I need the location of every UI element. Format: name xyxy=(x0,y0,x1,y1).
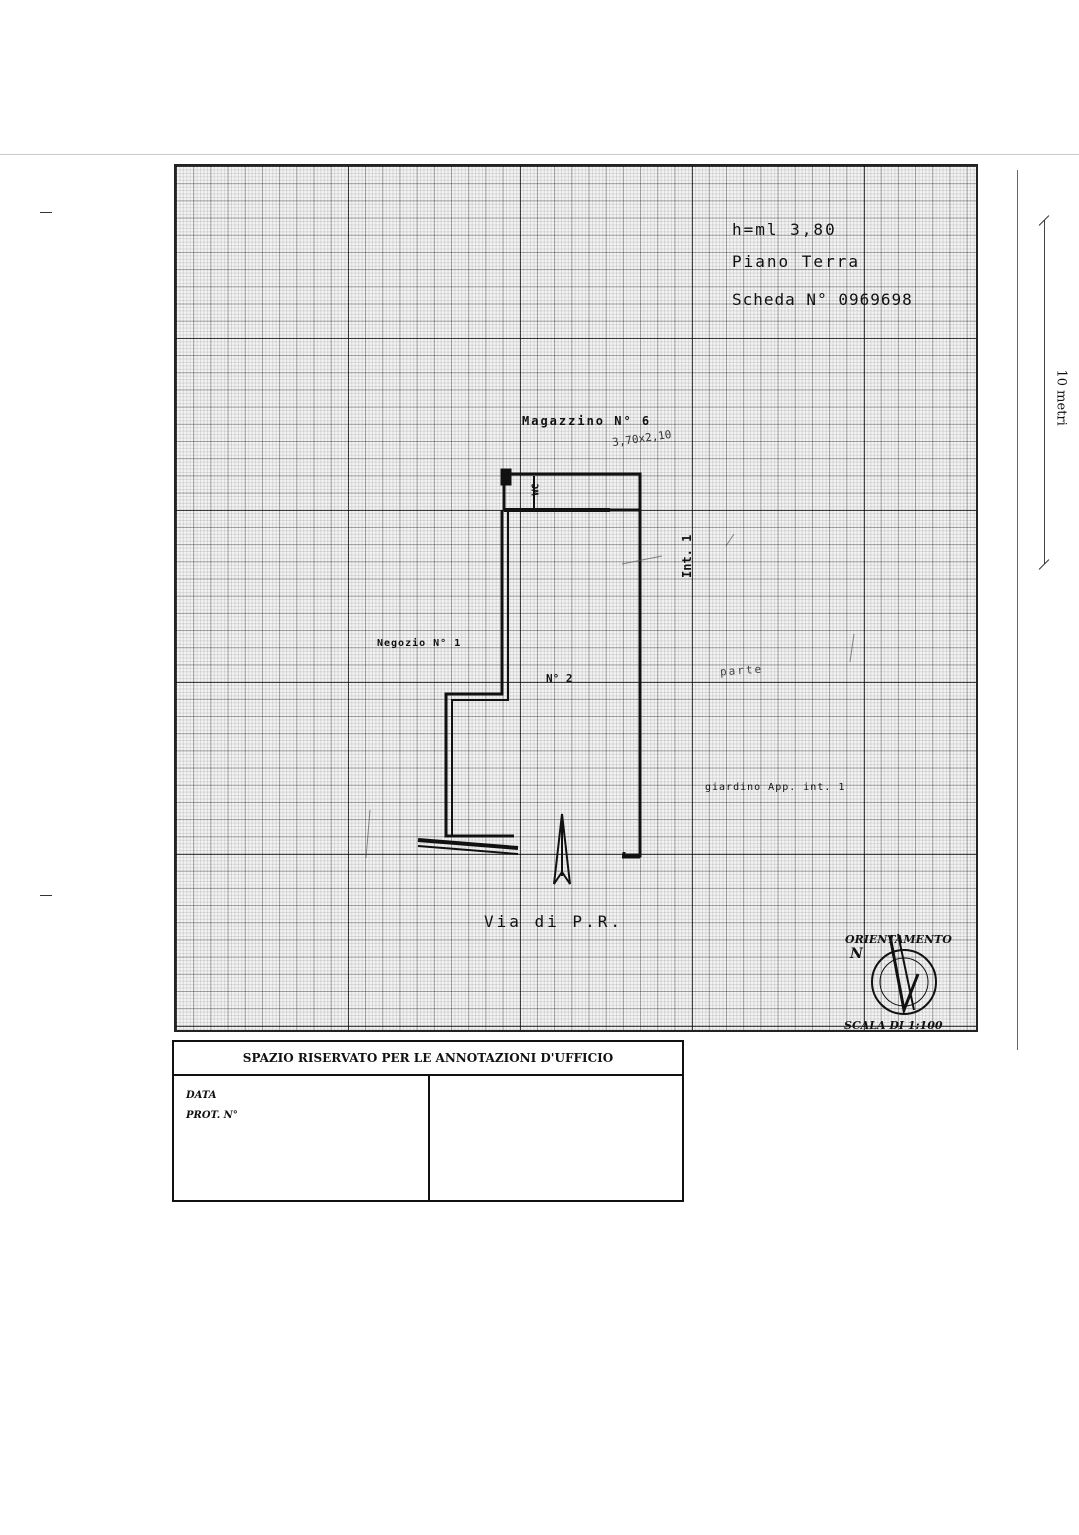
pencil-mark xyxy=(726,534,734,546)
office-annotations-box xyxy=(172,1040,684,1202)
entrance-arrow xyxy=(554,814,570,884)
compass-symbol xyxy=(872,934,936,1014)
pencil-mark xyxy=(850,634,854,662)
scale-bar-line xyxy=(1044,220,1045,564)
shop-left-wall xyxy=(446,510,514,836)
unit-number-label: N° 2 xyxy=(546,672,573,685)
north-label: N xyxy=(850,946,863,962)
shop-inner-wall xyxy=(452,510,508,836)
annotations-title: SPAZIO RISERVATO PER LE ANNOTAZIONI D'UFFICIO xyxy=(174,1042,682,1076)
scale-bar-label: 10 metri xyxy=(1053,369,1069,426)
margin-tick-top xyxy=(40,212,52,213)
negozio-room xyxy=(418,480,640,856)
magazzino-dimensions: 3,70x2,10 xyxy=(611,427,673,450)
wc-label: WC xyxy=(530,483,542,496)
scale-label: SCALA DI 1:100 xyxy=(844,1019,943,1032)
annotations-divider xyxy=(428,1076,430,1202)
floor-name-text: Piano Terra xyxy=(732,252,860,271)
margin-tick-bottom xyxy=(40,895,52,896)
pencil-mark xyxy=(366,810,370,858)
card-number-text: Scheda N° 0969698 xyxy=(732,290,913,309)
wall-stub xyxy=(502,470,510,484)
negozio-label: Negozio N° 1 xyxy=(377,638,462,649)
orientation-title: ORIENTAMENTO xyxy=(845,933,952,946)
annotations-protocol-label: PROT. N° xyxy=(186,1110,238,1121)
magazzino-room xyxy=(502,470,640,510)
page-top-edge xyxy=(0,154,1079,155)
magazzino-outline xyxy=(504,474,640,510)
floor-height-text: h=ml 3,80 xyxy=(732,220,837,239)
pencil-mark xyxy=(622,556,662,564)
shop-right-wall xyxy=(624,480,640,856)
street-label: Via di P.R. xyxy=(484,912,623,931)
page-right-rule xyxy=(1017,170,1018,1050)
interior-label: Int. 1 xyxy=(680,534,694,578)
magazzino-label: Magazzino N° 6 xyxy=(522,414,652,428)
pencil-marks xyxy=(366,534,854,858)
other-property-label: parte xyxy=(719,662,764,679)
annotations-date-label: DATA xyxy=(186,1090,217,1101)
garden-label: giardino App. int. 1 xyxy=(705,782,846,793)
